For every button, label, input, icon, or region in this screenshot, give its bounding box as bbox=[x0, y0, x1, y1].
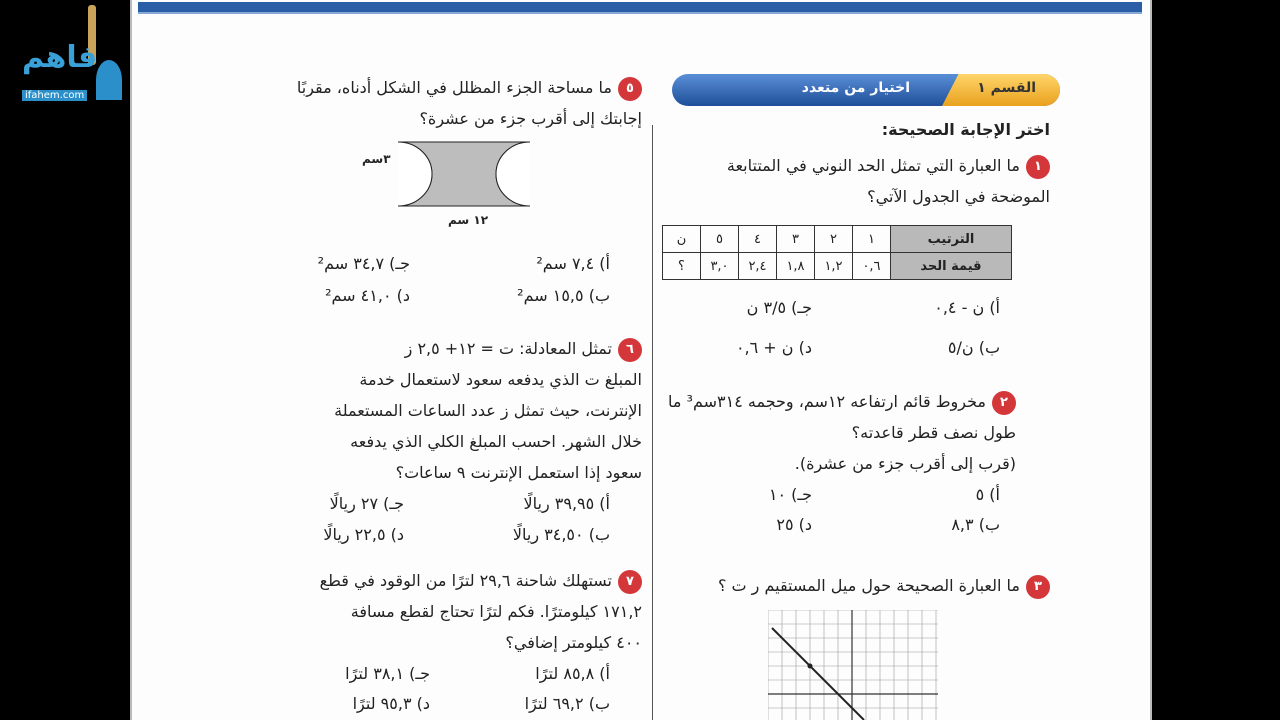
column-divider bbox=[652, 125, 653, 720]
logo-url: ifahem.com bbox=[22, 90, 87, 101]
q6-line5: سعود إذا استعمل الإنترنت ٩ ساعات؟ bbox=[395, 463, 642, 482]
q2-text bbox=[668, 386, 1016, 479]
table-row bbox=[663, 226, 1012, 253]
brand-logo bbox=[18, 30, 128, 110]
q1-text bbox=[727, 150, 1050, 212]
q6-option-b: ب) ٣٤,٥٠ ريالًا bbox=[512, 525, 610, 544]
table-cell: ٠,٦ bbox=[853, 253, 891, 280]
table-cell: ٥ bbox=[701, 226, 739, 253]
q7-number: ٧ bbox=[618, 570, 642, 594]
q6-line3: الإنترنت، حيث تمثل ز عدد الساعات المستعملة bbox=[334, 401, 642, 420]
q1-option-c: جـ) ٣/٥ ن bbox=[746, 298, 812, 317]
q1-option-b: ب) ن/٥ bbox=[947, 338, 1000, 357]
q1-option-d: د) ن + ٠,٦ bbox=[735, 338, 812, 357]
q2-option-d: د) ٢٥ bbox=[776, 515, 812, 534]
table-cell: ١,٢ bbox=[815, 253, 853, 280]
q6-line2: المبلغ ت الذي يدفعه سعود لاستعمال خدمة bbox=[359, 370, 642, 389]
q6-option-a: أ) ٣٩,٩٥ ريالًا bbox=[523, 494, 610, 513]
instructions: اختر الإجابة الصحيحة: bbox=[881, 120, 1050, 139]
q6-line1: تمثل المعادلة: ت = ١٢+ ٢,٥ ز bbox=[404, 339, 612, 358]
page-top-bar bbox=[138, 2, 1142, 14]
q6-text bbox=[334, 333, 642, 488]
q7-option-c: جـ) ٣٨,١ لترًا bbox=[345, 664, 430, 683]
q7-line1: تستهلك شاحنة ٢٩,٦ لترًا من الوقود في قطع bbox=[319, 571, 612, 590]
q1-line1: ما العبارة التي تمثل الحد النوني في المتتابعة bbox=[726, 156, 1020, 175]
logo-text: فاهم bbox=[22, 40, 98, 75]
q5-line1: ما مساحة الجزء المظلل في الشكل أدناه، مقربًا bbox=[296, 78, 612, 97]
q5-option-c: جـ) ٣٤,٧ سم² bbox=[317, 254, 410, 273]
q6-number: ٦ bbox=[618, 338, 642, 362]
q7-line3: ٤٠٠ كيلومتر إضافي؟ bbox=[505, 633, 642, 652]
shaded-rectangle-figure bbox=[394, 140, 534, 208]
row1-header: الترتيب bbox=[891, 226, 1012, 253]
table-cell: ن bbox=[663, 226, 701, 253]
q5-option-d: د) ٤١,٠ سم² bbox=[325, 286, 410, 305]
q2-option-a: أ) ٥ bbox=[975, 485, 1000, 504]
table-cell: ١ bbox=[853, 226, 891, 253]
figure-width-label: ١٢ سم bbox=[448, 213, 489, 227]
section-banner bbox=[672, 74, 1060, 106]
q6-option-c: جـ) ٢٧ ريالًا bbox=[329, 494, 404, 513]
q2-line1: مخروط قائم ارتفاعه ١٢سم، وحجمه ٣١٤سم³ ما bbox=[667, 392, 986, 411]
q6-line4: خلال الشهر. احسب المبلغ الكلي الذي يدفعه bbox=[350, 432, 642, 451]
banner-section-label: القسم ١ bbox=[977, 80, 1036, 96]
q3-line: ما العبارة الصحيحة حول ميل المستقيم ر ت ؟ bbox=[717, 576, 1020, 595]
q2-line2: طول نصف قطر قاعدته؟ bbox=[851, 423, 1016, 442]
table-cell: ١,٨ bbox=[777, 253, 815, 280]
q7-option-a: أ) ٨٥,٨ لترًا bbox=[535, 664, 610, 683]
figure-height-label: ٣سم bbox=[362, 152, 391, 166]
q7-text bbox=[320, 565, 642, 658]
q2-line3: (قرب إلى أقرب جزء من عشرة). bbox=[794, 454, 1016, 473]
q5-option-a: أ) ٧,٤ سم² bbox=[536, 254, 610, 273]
q5-option-b: ب) ١٥,٥ سم² bbox=[517, 286, 610, 305]
textbook-page bbox=[130, 0, 1152, 720]
table-cell: ٤ bbox=[739, 226, 777, 253]
q3-text bbox=[718, 570, 1050, 601]
row2-header: قيمة الحد bbox=[891, 253, 1012, 280]
sequence-table bbox=[662, 225, 1012, 280]
dome-graphic bbox=[96, 60, 122, 100]
banner-title: اختيار من متعدد bbox=[801, 80, 910, 96]
table-cell: ٣ bbox=[777, 226, 815, 253]
q3-number: ٣ bbox=[1026, 575, 1050, 599]
q2-option-c: جـ) ١٠ bbox=[768, 485, 812, 504]
q1-line2: الموضحة في الجدول الآتي؟ bbox=[867, 187, 1050, 206]
coordinate-grid-graph bbox=[768, 610, 938, 720]
q6-option-d: د) ٢٢,٥ ريالًا bbox=[323, 525, 404, 544]
table-cell: ٢,٤ bbox=[739, 253, 777, 280]
q2-number: ٢ bbox=[992, 391, 1016, 415]
table-cell: ؟ bbox=[663, 253, 701, 280]
q5-number: ٥ bbox=[618, 77, 642, 101]
q1-option-a: أ) ن - ٠,٤ bbox=[934, 298, 1000, 317]
table-cell: ٣,٠ bbox=[701, 253, 739, 280]
q1-number: ١ bbox=[1026, 155, 1050, 179]
table-row bbox=[663, 253, 1012, 280]
q5-text bbox=[297, 72, 642, 134]
q2-option-b: ب) ٨,٣ bbox=[951, 515, 1000, 534]
q5-line2: إجابتك إلى أقرب جزء من عشرة؟ bbox=[419, 109, 642, 128]
q7-line2: ١٧١,٢ كيلومترًا. فكم لترًا تحتاج لقطع مسافة bbox=[350, 602, 642, 621]
q7-option-d: د) ٩٥,٣ لترًا bbox=[352, 694, 430, 713]
table-cell: ٢ bbox=[815, 226, 853, 253]
q7-option-b: ب) ٦٩,٢ لترًا bbox=[524, 694, 610, 713]
